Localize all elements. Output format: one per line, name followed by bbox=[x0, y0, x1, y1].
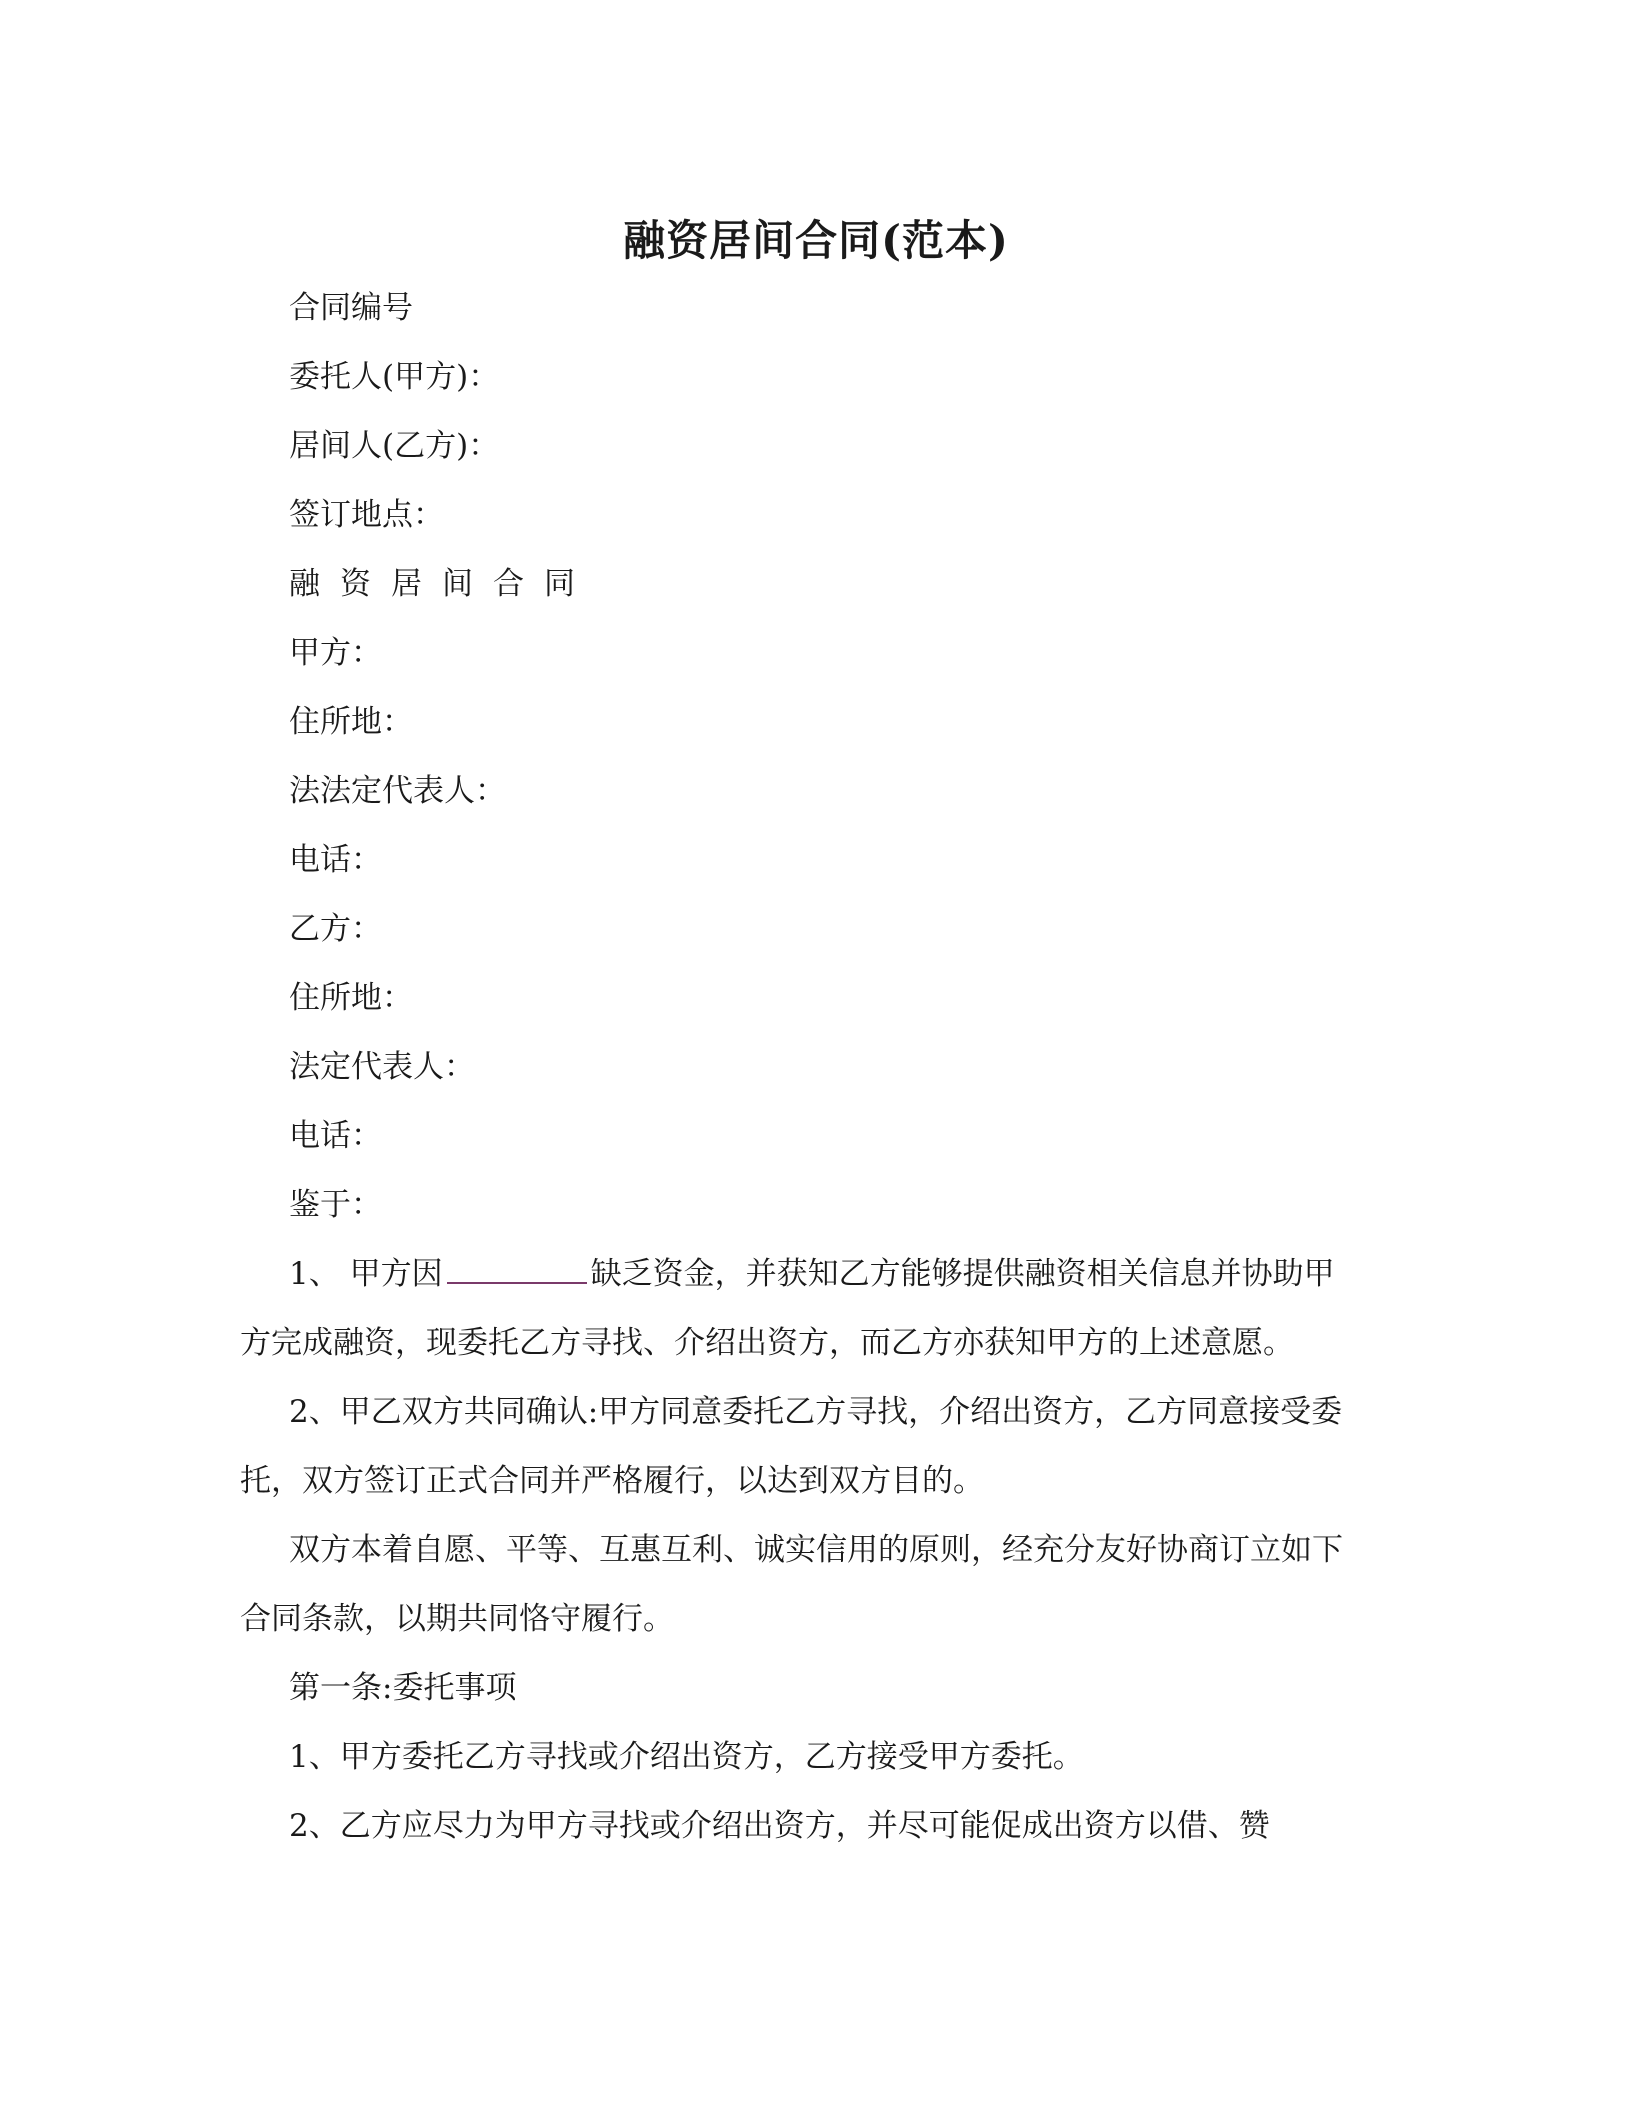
party-a-label: 甲方： bbox=[289, 635, 382, 671]
party-a-phone-label: 电话： bbox=[289, 842, 382, 878]
clause-1-line-2: 方完成融资，现委托乙方寻找、介绍出资方，而乙方亦获知甲方的上述意愿。 bbox=[240, 1325, 1294, 1361]
principle-line-1: 双方本着自愿、平等、互惠互利、诚实信用的原则，经充分友好协商订立如下 bbox=[289, 1532, 1343, 1568]
intermediary-party-b-label: 居间人(乙方)： bbox=[289, 428, 500, 464]
article-1-item-1: 1、甲方委托乙方寻找或介绍出资方，乙方接受甲方委托。 bbox=[289, 1739, 1084, 1775]
party-b-label: 乙方： bbox=[289, 911, 382, 947]
client-party-a-label: 委托人(甲方)： bbox=[289, 359, 500, 395]
party-b-phone-label: 电话： bbox=[289, 1118, 382, 1154]
clause-1-prefix: 1、 甲方因 bbox=[289, 1256, 443, 1292]
party-a-address-label: 住所地： bbox=[289, 704, 413, 740]
clause-2-line-1: 2、甲乙双方共同确认:甲方同意委托乙方寻找，介绍出资方，乙方同意接受委 bbox=[289, 1394, 1343, 1430]
principle-line-2: 合同条款，以期共同恪守履行。 bbox=[240, 1601, 674, 1637]
clause-2-line-2: 托，双方签订正式合同并严格履行，以达到双方目的。 bbox=[240, 1463, 984, 1499]
party-a-representative-label: 法法定代表人： bbox=[289, 773, 506, 809]
clause-1-suffix: 缺乏资金，并获知乙方能够提供融资相关信息并协助甲 bbox=[590, 1256, 1335, 1292]
clause-1-line-1 bbox=[289, 1254, 1335, 1294]
article-1-item-2: 2、乙方应尽力为甲方寻找或介绍出资方，并尽可能促成出资方以借、赞 bbox=[289, 1808, 1270, 1844]
party-b-address-label: 住所地： bbox=[289, 980, 413, 1016]
signing-place-label: 签订地点： bbox=[289, 497, 444, 533]
article-1-title: 第一条:委托事项 bbox=[289, 1670, 517, 1706]
document-title: 融资居间合同(范本) bbox=[623, 216, 1009, 265]
fill-in-blank bbox=[447, 1256, 587, 1284]
whereas-label: 鉴于： bbox=[289, 1187, 382, 1223]
party-b-representative-label: 法定代表人： bbox=[289, 1049, 475, 1085]
contract-number-label: 合同编号 bbox=[289, 290, 413, 326]
contract-heading: 融资居间合同 bbox=[289, 566, 595, 602]
